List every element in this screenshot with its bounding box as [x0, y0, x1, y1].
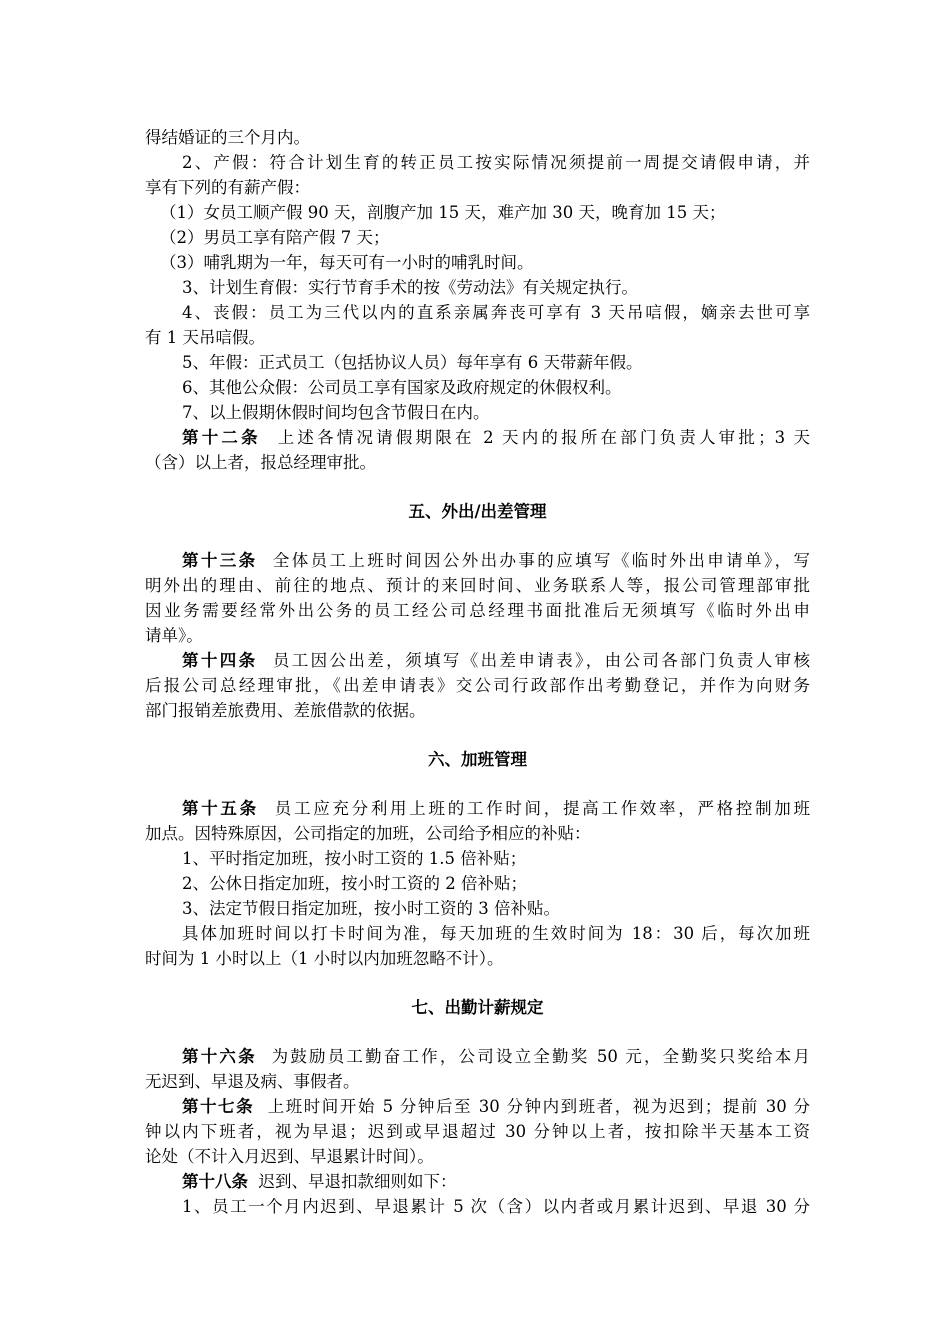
section-heading-7: 七、出勤计薪规定 [411, 998, 544, 1017]
article-14: 第十四条 员工因公出差，须填写《出差申请表》，由公司各部门负责人审核 [182, 651, 811, 670]
text-line: 后报公司总经理审批，《出差申请表》交公司行政部作出考勤登记，并作为向财务 [145, 676, 810, 695]
list-item: （2）男员工享有陪产假 7 天； [160, 228, 390, 247]
text-line: 论处（不计入月迟到、早退累计时间）。 [145, 1147, 434, 1166]
article-12: 第十二条 上述各情况请假期限在 2 天内的报所在部门负责人审批；3 天 [182, 428, 811, 447]
text-line: 部门报销差旅费用、差旅借款的依据。 [145, 701, 426, 720]
article-18: 第十八条 迟到、早退扣款细则如下： [182, 1172, 457, 1191]
text-line: 因业务需要经常外出公务的员工经公司总经理书面批准后无须填写《临时外出申 [145, 601, 810, 620]
text-line: （含）以上者，报总经理审批。 [145, 453, 376, 472]
text-line: 请单》。 [145, 626, 203, 645]
text-line: 得结婚证的三个月内。 [145, 128, 310, 147]
text-line: 6、其他公众假：公司员工享有国家及政府规定的休假权利。 [182, 378, 622, 397]
section-heading-5: 五、外出/出差管理 [408, 502, 547, 521]
text-line: 3、计划生育假：实行节育手术的按《劳动法》有关规定执行。 [182, 278, 638, 297]
list-item: 1、平时指定加班，按小时工资的 1.5 倍补贴； [182, 849, 527, 868]
article-16: 第十六条 为鼓励员工勤奋工作，公司设立全勤奖 50 元，全勤奖只奖给本月 [182, 1047, 810, 1066]
text-line: 加点。因特殊原因，公司指定的加班，公司给予相应的补贴： [145, 824, 591, 843]
text-line: 钟以内下班者，视为早退；迟到或早退超过 30 分钟以上者，按扣除半天基本工资 [145, 1122, 810, 1141]
article-label: 第十六条 [182, 1047, 257, 1066]
text-line: 1、员工一个月内迟到、早退累计 5 次（含）以内者或月累计迟到、早退 30 分 [182, 1197, 810, 1216]
text-line: 4、丧假：员工为三代以内的直系亲属奔丧可享有 3 天吊唁假，嫡亲去世可享 [182, 303, 810, 322]
article-label: 第十三条 [182, 551, 258, 570]
text-line: 7、以上假期休假时间均包含节假日在内。 [182, 403, 490, 422]
article-label: 第十四条 [182, 651, 258, 670]
text-line: 具体加班时间以打卡时间为准，每天加班的生效时间为 18：30 后，每次加班 [182, 924, 810, 943]
text-line: 有 1 天吊唁假。 [145, 328, 265, 347]
text-line: 5、年假：正式员工（包括协议人员）每年享有 6 天带薪年假。 [182, 353, 643, 372]
article-15: 第十五条 员工应充分利用上班的工作时间，提高工作效率，严格控制加班 [182, 799, 811, 818]
section-heading-6: 六、加班管理 [428, 750, 527, 769]
text-line: 无迟到、早退及病、事假者。 [145, 1072, 360, 1091]
list-item: （3）哺乳期为一年，每天可有一小时的哺乳时间。 [160, 253, 534, 272]
article-label: 第十七条 [182, 1097, 255, 1116]
article-label: 第十八条 [182, 1172, 248, 1191]
text-line: 享有下列的有薪产假： [145, 178, 310, 197]
text-line: 明外出的理由、前往的地点、预计的来回时间、业务联系人等，报公司管理部审批 [145, 576, 810, 595]
list-item: （1）女员工顺产假 90 天，剖腹产加 15 天，难产加 30 天，晚育加 15 天； [160, 203, 726, 222]
text-line: 时间为 1 小时以上（1 小时以内加班忽略不计）。 [145, 949, 504, 968]
article-13: 第十三条 全体员工上班时间因公外出办事的应填写《临时外出申请单》，写 [182, 551, 811, 570]
article-17: 第十七条 上班时间开始 5 分钟后至 30 分钟内到班者，视为迟到；提前 30 分 [182, 1097, 811, 1116]
list-item: 2、公休日指定加班，按小时工资的 2 倍补贴； [182, 874, 527, 893]
article-label: 第十二条 [182, 428, 261, 447]
list-item: 3、法定节假日指定加班，按小时工资的 3 倍补贴。 [182, 899, 560, 918]
text-line: 2、产假：符合计划生育的转正员工按实际情况须提前一周提交请假申请，并 [182, 153, 810, 172]
article-label: 第十五条 [182, 799, 259, 818]
